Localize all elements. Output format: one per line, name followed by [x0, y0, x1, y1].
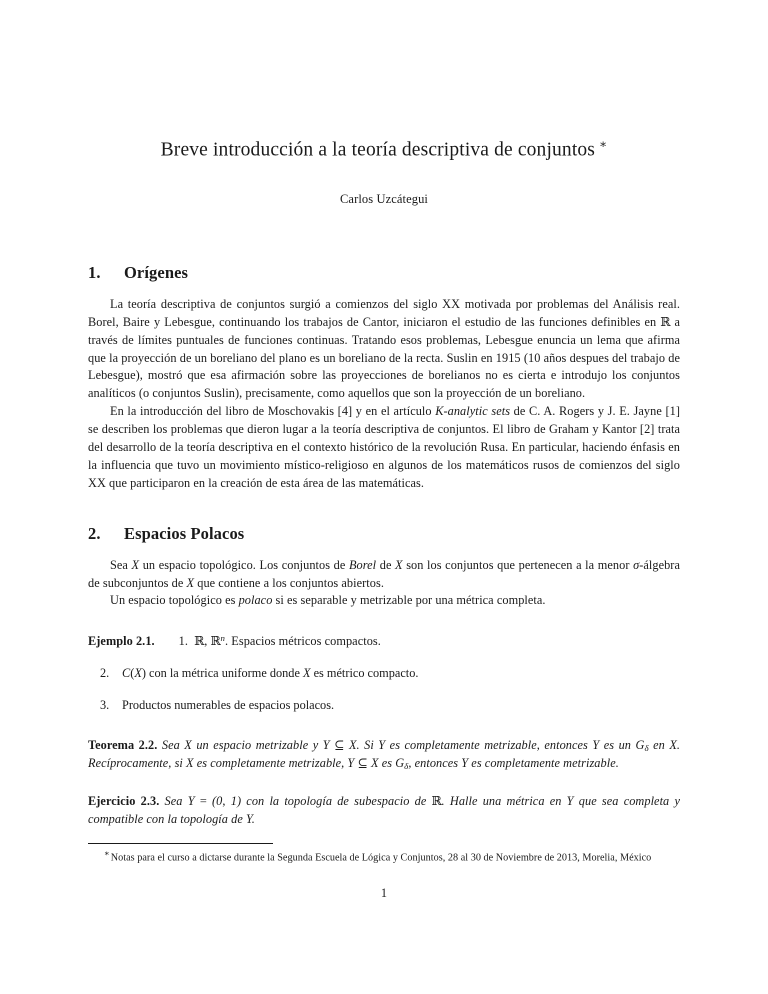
section-title: Espacios Polacos: [124, 523, 245, 543]
teorema-text: Sea X un espacio metrizable y Y ⊆ X. Si Y es completamente metrizable, entonces Y es un $G_\delta$ en X. Recíprocamente, si X es completamente metrizable, Y ⊆ X es $G_\delta$, entonces Y es completamente metrizable.: [88, 737, 681, 772]
footnote-marker: ∗: [104, 848, 110, 858]
list-item-text: Productos numerables de espacios polacos.: [122, 698, 335, 712]
paragraph-polacos-2: Un espacio topológico es polaco si es separable y metrizable por una métrica completa.: [110, 593, 546, 608]
page-number: 1: [380, 886, 388, 900]
section-heading-espacios-polacos: [88, 493, 680, 544]
ejemplo-2-1: [88, 632, 680, 651]
section-number: 2.: [88, 523, 101, 543]
teorema-label: Teorema 2.2.: [88, 737, 158, 752]
ejemplo-list: [88, 665, 680, 715]
page-content: [88, 0, 680, 865]
list-marker: 2.: [100, 666, 110, 681]
section-title: Orígenes: [124, 262, 189, 282]
list-item: [88, 697, 680, 715]
footnote-body: Notas para el curso a dictarse durante la Segunda Escuela de Lógica y Conjuntos, 28 al 30 de Noviembre de 2013, Morelia, México: [110, 851, 652, 863]
ejercicio-2-3: [88, 793, 680, 829]
ejercicio-text: Sea Y = (0, 1) con la topología de subespacio de ℝ. Halle una métrica en Y que sea completa y compatible con la topología de Y.: [88, 793, 680, 826]
list-marker: 3.: [100, 698, 110, 712]
footnote-text: [88, 844, 680, 866]
author-name: Carlos Uzcátegui: [339, 191, 429, 206]
ejemplo-item-1: 1. ℝ, ℝ$^n$. Espacios métricos compactos.: [178, 633, 381, 649]
title-footnote-marker: ∗: [599, 137, 608, 151]
paragraph-origenes-2: En la introducción del libro de Moschovakis [4] y en el artículo K-analytic sets de C. A. Rogers y J. E. Jayne [1] se describen los problemas que dieron lugar a la teoría descriptiva de conjuntos. El libro de Graham y Kantor [2] trata del desarrollo de la teoría descriptiva en el contexto histórico de la revolución Rusa. En particular, haciendo énfasis en la influencia que tuvo un movimiento místico-religioso en algunos de los matemáticos rusos de comienzos del siglo XX que participaron en la creación de esta área de las matemáticas.: [88, 404, 680, 490]
page-title: [88, 0, 680, 162]
paragraph-polacos-1: Sea X un espacio topológico. Los conjuntos de Borel de X son los conjuntos que pertenecen a la menor σ-álgebra de subconjuntos de X que contiene a los conjuntos abiertos.: [88, 557, 680, 590]
section-heading-origenes: [88, 207, 680, 283]
list-item-text: C(X) con la métrica uniforme donde X es métrico compacto.: [122, 666, 419, 681]
paragraph-origenes-1: La teoría descriptiva de conjuntos surgió a comienzos del siglo XX motivada por problemas del Análisis real. Borel, Baire y Lebesgue, continuando los trabajos de Cantor, iniciaron el estudio de las funciones definibles en ℝ a través de límites puntuales de funciones continuas. Tratando esos problemas, Lebesgue enuncia un lema que afirma que la proyección de un boreliano del plano es un boreliano de la recta. Suslin en 1915 (10 años despues del trabajo de Lebesgue), mostró que esa afirmación sobre las proyecciones de borelianos no es cierta e introdujo los conjuntos analíticos (o conjuntos Suslin), precisamente, como aquellos que son la proyección de un boreliano.: [88, 296, 680, 401]
section-number: 1.: [88, 262, 101, 282]
ejemplo-label: Ejemplo 2.1.: [88, 634, 155, 649]
teorema-2-2: [88, 737, 680, 773]
title-text: Breve introducción a la teoría descriptiva de conjuntos: [160, 139, 596, 161]
ejercicio-label: Ejercicio 2.3.: [88, 793, 160, 808]
list-item: [88, 665, 680, 683]
